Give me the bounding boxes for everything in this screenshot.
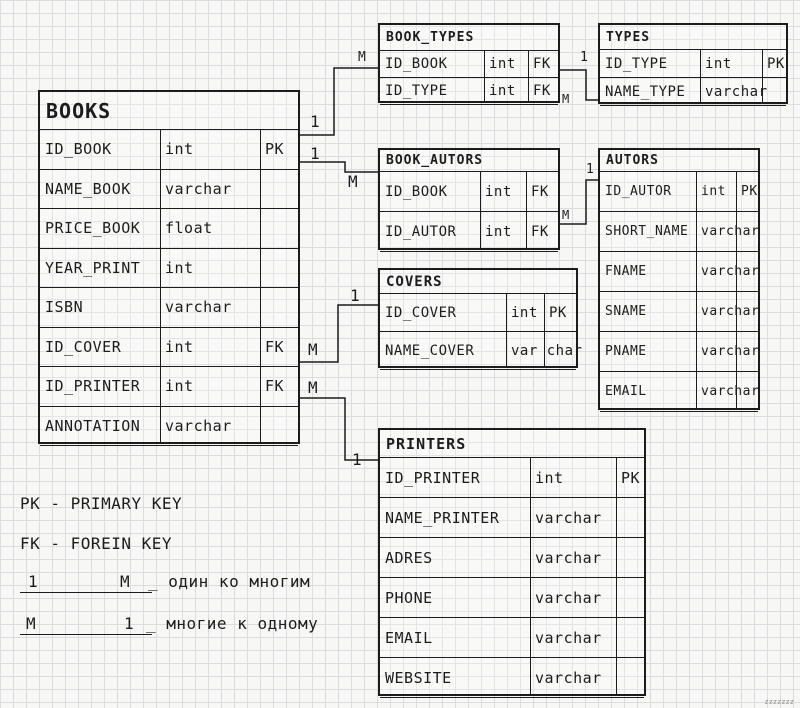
field-field: WEBSITE — [385, 668, 452, 687]
field-type: varchar — [165, 179, 232, 198]
field-type: int — [535, 468, 564, 487]
rel-books-book-autors-from-card: 1 — [310, 144, 320, 163]
field-field: ID_BOOK — [385, 56, 448, 72]
field-field: EMAIL — [605, 384, 647, 399]
column-divider — [530, 458, 531, 694]
connector-books-printers — [300, 398, 378, 460]
table-row — [600, 78, 786, 106]
rel-books-printers-to-card: 1 — [352, 450, 362, 469]
field-key — [616, 538, 644, 577]
field-key: PK — [767, 55, 785, 72]
field-type: varchar — [535, 508, 602, 527]
column-divider — [506, 294, 507, 366]
table-books — [38, 90, 300, 444]
table-row — [600, 332, 758, 372]
table-row — [600, 292, 758, 332]
table-row — [380, 658, 644, 698]
table-row — [380, 51, 558, 78]
field-type: int — [165, 377, 194, 396]
table-row — [600, 372, 758, 412]
table-row — [380, 172, 558, 212]
legend-one-to-many-left: 1 — [28, 572, 39, 591]
field-type: varchar — [701, 264, 760, 279]
table-types-title: TYPES — [600, 25, 786, 50]
table-covers-title: COVERS — [380, 270, 576, 294]
field-key — [736, 212, 758, 251]
table-row — [380, 538, 644, 578]
field-field: FNAME — [605, 264, 647, 279]
watermark: zzzzzzz — [764, 698, 794, 706]
legend-many-to-one-line — [20, 634, 152, 635]
field-key — [260, 407, 298, 446]
field-key: FK — [265, 377, 285, 396]
field-type: int — [489, 83, 516, 99]
field-field: NAME_COVER — [385, 342, 475, 359]
field-key — [260, 288, 298, 327]
rel-book-autors-autors-from-card: M — [562, 208, 570, 222]
field-field: NAME_TYPE — [605, 83, 686, 100]
rel-books-covers-to-card: 1 — [350, 286, 360, 305]
field-type: int — [485, 223, 512, 240]
table-row — [380, 578, 644, 618]
field-field: ID_PRINTER — [385, 468, 481, 487]
field-field: SHORT_NAME — [605, 224, 689, 239]
field-key: FK — [265, 337, 285, 356]
rel-book-types-types-from-card: M — [562, 92, 570, 106]
column-divider — [700, 50, 701, 102]
table-printers — [378, 428, 646, 696]
field-type: int — [489, 56, 516, 72]
field-field: ADRES — [385, 548, 433, 567]
field-key: PK — [621, 468, 641, 487]
table-book-autors — [378, 148, 560, 250]
field-key — [736, 332, 758, 371]
field-type: varchar — [535, 628, 602, 647]
field-field: ID_BOOK — [385, 183, 448, 200]
column-divider — [526, 172, 527, 248]
field-key — [260, 209, 298, 248]
field-field: ID_COVER — [45, 337, 122, 356]
field-type: varchar — [701, 224, 760, 239]
table-book-types-title: BOOK_TYPES — [380, 25, 558, 51]
column-divider — [480, 172, 481, 248]
table-autors-title: AUTORS — [600, 150, 758, 172]
field-field: ID_PRINTER — [45, 377, 141, 396]
field-field: ISBN — [45, 298, 84, 317]
field-field: ID_TYPE — [385, 83, 448, 99]
field-type: varchar — [535, 548, 602, 567]
field-type: var char — [511, 342, 583, 359]
field-key — [762, 78, 786, 105]
field-key — [616, 498, 644, 537]
field-field: ANNOTATION — [45, 416, 141, 435]
field-field: YEAR_PRINT — [45, 258, 141, 277]
field-field: NAME_PRINTER — [385, 508, 500, 527]
rel-books-printers-from-card: M — [308, 378, 318, 397]
table-row — [600, 252, 758, 292]
field-type: int — [165, 337, 194, 356]
field-type: varchar — [165, 298, 232, 317]
field-key — [544, 332, 576, 369]
rel-books-book-types-from-card: 1 — [310, 112, 320, 131]
legend-many-to-one-left: M — [26, 614, 37, 633]
field-key: FK — [533, 56, 551, 72]
column-divider — [696, 172, 697, 408]
table-row — [380, 458, 644, 498]
column-divider — [260, 130, 261, 442]
rel-books-book-types-to-card: M — [358, 50, 366, 65]
rel-books-covers-from-card: M — [308, 340, 318, 359]
legend-one-to-many-line — [20, 592, 152, 593]
table-autors — [598, 148, 760, 410]
column-divider — [544, 294, 545, 366]
table-printers-title: PRINTERS — [380, 430, 644, 458]
table-books-title: BOOKS — [40, 92, 298, 130]
field-key — [616, 658, 644, 697]
legend-fk: FK - FOREIN KEY — [20, 534, 172, 553]
field-key — [736, 292, 758, 331]
field-key — [260, 249, 298, 288]
table-row — [380, 618, 644, 658]
field-type: varchar — [535, 588, 602, 607]
table-row — [600, 50, 786, 78]
table-row — [600, 212, 758, 252]
field-field: PHONE — [385, 588, 433, 607]
field-key: FK — [531, 223, 549, 240]
field-field: ID_TYPE — [605, 55, 668, 72]
table-row — [380, 212, 558, 252]
field-key — [616, 578, 644, 617]
rel-book-types-types-to-card: 1 — [580, 50, 588, 65]
field-field: PNAME — [605, 344, 647, 359]
field-type: varchar — [535, 668, 602, 687]
legend-one-to-many-text: _ один ко многим — [148, 572, 311, 591]
field-key: FK — [533, 83, 551, 99]
rel-books-book-autors-to-card: M — [348, 172, 358, 191]
column-divider — [160, 130, 161, 442]
field-type: varchar — [701, 384, 760, 399]
field-field: ID_AUTOR — [385, 223, 457, 240]
field-type: varchar — [701, 344, 760, 359]
legend-many-to-one-right: 1 — [124, 614, 135, 633]
field-type: float — [165, 219, 213, 238]
field-field: ID_COVER — [385, 304, 457, 321]
field-key: FK — [531, 183, 549, 200]
field-type: int — [485, 183, 512, 200]
field-field: SNAME — [605, 304, 647, 319]
field-field: ID_AUTOR — [605, 184, 672, 199]
table-book-autors-title: BOOK_AUTORS — [380, 150, 558, 172]
field-type: int — [165, 140, 194, 159]
field-type: varchar — [165, 416, 232, 435]
rel-book-autors-autors-to-card: 1 — [586, 162, 594, 177]
legend-many-to-one-text: _ многие к одному — [146, 614, 319, 633]
column-divider — [484, 51, 485, 101]
field-field: PRICE_BOOK — [45, 219, 141, 238]
field-key — [260, 170, 298, 209]
field-type: varchar — [701, 304, 760, 319]
table-row — [380, 294, 576, 332]
field-field: EMAIL — [385, 628, 433, 647]
table-row — [380, 78, 558, 105]
table-types — [598, 23, 788, 104]
field-field: ID_BOOK — [45, 140, 112, 159]
legend-one-to-many-right: M — [120, 572, 131, 591]
column-divider — [528, 51, 529, 101]
table-book-types — [378, 23, 560, 103]
field-type: int — [705, 55, 732, 72]
table-covers — [378, 268, 583, 368]
field-key — [736, 252, 758, 291]
column-divider — [762, 50, 763, 102]
field-key — [736, 372, 758, 411]
table-row — [380, 332, 583, 370]
field-key: PK — [549, 304, 567, 321]
field-type: varchar — [705, 83, 768, 100]
field-key: PK — [741, 184, 758, 199]
field-key: PK — [265, 140, 285, 159]
table-row — [600, 172, 758, 212]
column-divider — [616, 458, 617, 694]
column-divider — [736, 172, 737, 408]
connector-books-book-autors — [300, 162, 378, 172]
field-key — [616, 618, 644, 657]
field-field: NAME_BOOK — [45, 179, 131, 198]
table-row — [380, 498, 644, 538]
field-type: int — [165, 258, 194, 277]
legend-pk: PK - PRIMARY KEY — [20, 494, 183, 513]
field-type: int — [511, 304, 538, 321]
field-type: int — [701, 184, 726, 199]
